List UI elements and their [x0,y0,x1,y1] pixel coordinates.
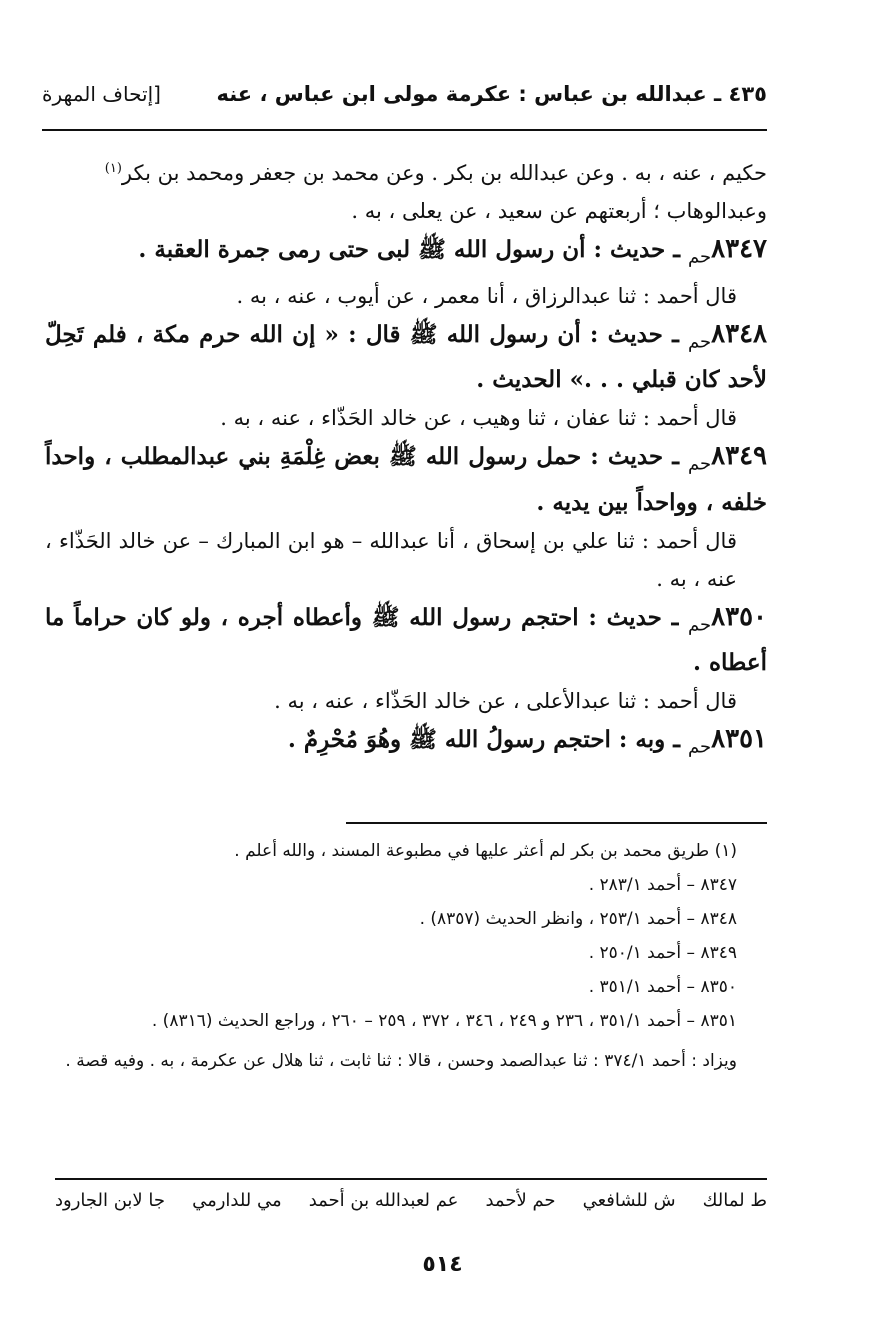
footnote-8350: ٨٣٥٠ – أحمد ٣٥١/١ . [588,977,737,997]
abbr-jarud: جا لابن الجارود [55,1190,166,1211]
isnad-8349: قال أحمد : ثنا علي بن إسحاق ، أنا عبدالله – هو ابن المبارك – عن خالد الحَذّاء ، عنه ، به . [45,528,737,591]
hadith-text: ـ وبه : احتجم رسولُ الله ﷺ وهُوَ مُحْرِمٌ . [287,726,689,754]
hadith-number: ٨٣٥١ [711,724,767,755]
abbreviation-rule [55,1178,767,1180]
isnad-8348: قال أحمد : ثنا عفان ، ثنا وهيب ، عن خالد الحَذّاء ، عنه ، به . [220,406,737,431]
source-symbol: حم [688,331,712,353]
footnote-separator [346,822,767,824]
main-text [45,150,767,767]
isnad-8347: قال أحمد : ثنا عبدالرزاق ، أنا معمر ، عن أيوب ، عنه ، به . [236,283,737,308]
footnote-8349: ٨٣٤٩ – أحمد ٢٥٠/١ . [588,943,737,963]
book-title: [إتحاف المهرة [42,82,161,106]
hadith-8351 [45,720,767,767]
running-title: ٤٣٥ ـ عبدالله بن عباس : عكرمة مولى ابن عباس ، عنه [216,82,767,106]
footnote-1: (١) طريق محمد بن بكر لم أعثر عليها في مطبوعة المسند ، والله أعلم . [234,841,737,861]
abbreviation-key [55,1190,767,1211]
hadith-8347 [45,230,767,277]
abbr-ahmad: حم لأحمد [485,1190,556,1211]
hadith-text: ـ حديث : أن رسول الله ﷺ لبى حتى رمى جمرة العقبة . [138,236,689,263]
abbr-shafii: ش للشافعي [582,1190,676,1211]
footnote-8351: ٨٣٥١ – أحمد ٣٥١/١ ، ٢٣٦ و ٢٤٩ ، ٣٤٦ ، ٣٧٢ ، ٢٥٩ – ٢٦٠ ، وراجع الحديث (٨٣١٦) . [151,1011,737,1031]
header-rule [42,129,767,131]
hadith-text: ـ حديث : حمل رسول الله ﷺ بعض غِلْمَةِ بني عبدالمطلب ، واحداً خلفه ، وواحداً بين يديه . [45,443,767,516]
abbr-abdullah: عم لعبدالله بن أحمد [308,1190,459,1211]
isnad-8350: قال أحمد : ثنا عبدالأعلى ، عن خالد الحَذّاء ، عنه ، به . [274,689,737,714]
hadith-number: ٨٣٤٨ [711,318,767,349]
hadith-number: ٨٣٤٩ [711,441,767,472]
footnote-ref: (١) [104,161,122,176]
abbr-darimi: مي للدارمي [192,1190,282,1211]
footnote-8348: ٨٣٤٨ – أحمد ٢٥٣/١ ، وانظر الحديث (٨٣٥٧) . [419,909,737,929]
continuation-paragraph-2: وعبدالوهاب ؛ أربعتهم عن سعيد ، عن يعلى ، به . [351,199,767,223]
hadith-text: ـ حديث : أن رسول الله ﷺ قال : « إن الله حرم مكة ، فلم تَحِلّ لأحد كان قبلي . . .» الحديث . [45,320,767,394]
source-symbol: حم [688,246,712,268]
continuation-text: حكيم ، عنه ، به . وعن عبدالله بن بكر . وعن محمد بن جعفر ومحمد بن بكر [121,161,767,185]
hadith-text: ـ حديث : احتجم رسول الله ﷺ وأعطاه أجره ، ولو كان حراماً ما أعطاه . [45,603,767,677]
footnote-8347: ٨٣٤٧ – أحمد ٢٨٣/١ . [588,875,737,895]
footnotes [55,834,767,1078]
page-header [42,80,767,120]
source-symbol: حم [688,614,712,636]
abbr-malik: ط لمالك [702,1190,767,1211]
source-symbol: حم [688,736,712,758]
page-number: ٥١٤ [422,1252,463,1277]
hadith-number: ٨٣٥٠ [711,601,767,632]
hadith-8348 [45,315,767,400]
hadith-number: ٨٣٤٧ [711,234,767,264]
hadith-8350 [45,598,767,683]
continuation-paragraph [45,150,767,192]
source-symbol: حم [688,453,712,475]
footnote-extra: ويزاد : أحمد ٣٧٤/١ : ثنا عبدالصمد وحسن ، قالا : ثنا ثابت ، ثنا هلال عن عكرمة ، به . وفيه قصة . [65,1051,737,1071]
hadith-8349 [45,437,767,522]
